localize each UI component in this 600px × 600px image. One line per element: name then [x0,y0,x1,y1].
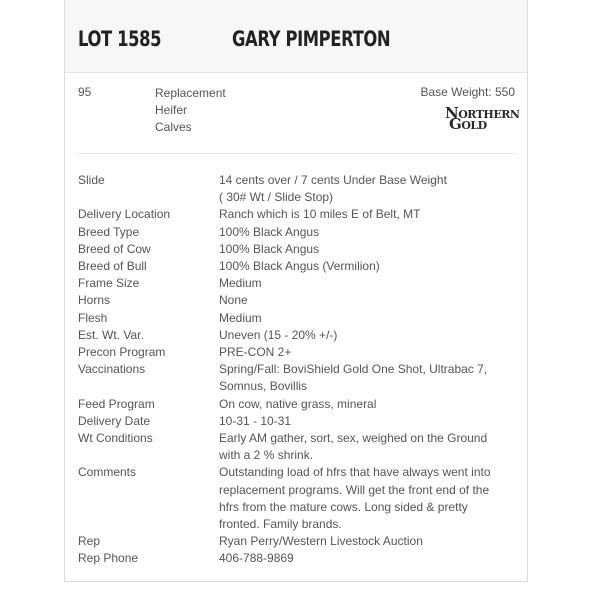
detail-label: Est. Wt. Var. [78,327,144,342]
detail-value-line: Ryan Perry/Western Livestock Auction [219,534,423,549]
detail-value [219,224,509,241]
detail-label: Breed of Bull [78,259,147,274]
detail-label: Rep [78,534,101,549]
detail-value-line: Somnus, Bovillis [219,379,308,394]
seller-name: GARY PIMPERTON [232,27,391,51]
description-line: Calves [155,120,192,134]
detail-label: Flesh [78,310,108,325]
detail-value [219,464,509,533]
detail-value [219,550,509,567]
detail-row [65,550,527,567]
detail-label: Slide [78,173,105,187]
detail-row [65,224,527,241]
detail-row [65,464,527,533]
detail-value [219,413,509,430]
detail-value [219,206,509,223]
northern-gold-logo: NORTHERN GOLD [445,104,520,133]
base-weight: Base Weight: 550 [420,85,515,99]
detail-value [219,310,509,327]
detail-row [65,241,527,258]
detail-value [219,275,509,292]
detail-row [65,327,527,344]
detail-row [65,206,527,223]
detail-label: Breed Type [78,224,140,239]
detail-value-line: 406-788-9869 [219,551,294,566]
detail-label: Delivery Date [78,413,151,428]
detail-label: Vaccinations [78,362,146,377]
detail-value [219,327,509,344]
detail-row [65,396,527,413]
detail-label: Frame Size [78,276,140,291]
detail-value-line: fronted. Family brands. [219,517,342,532]
detail-row [65,172,527,206]
lot-summary [65,85,527,145]
detail-value [219,430,509,464]
detail-label: Comments [78,465,137,480]
lot-details [65,172,527,568]
detail-value-line: replacement programs. Will get the front end of the [219,482,490,497]
detail-value [219,172,509,206]
description-line: Replacement [155,86,226,100]
divider [78,153,516,154]
detail-value [219,292,509,309]
lot-card [64,0,528,582]
detail-row [65,258,527,275]
description-line: Heifer [155,103,188,117]
detail-label: Feed Program [78,396,155,411]
lot-number: LOT 1585 [78,27,162,51]
lot-header [65,0,527,73]
detail-row [65,292,527,309]
cattle-description [155,85,226,136]
detail-value-line: Ranch which is 10 miles E of Belt, MT [219,207,421,222]
detail-row [65,413,527,430]
detail-value-line: PRE-CON 2+ [219,345,292,360]
detail-label: Breed of Cow [78,241,151,256]
detail-value-line: Outstanding load of hfrs that have always went into [219,465,491,480]
detail-value-line: 14 cents over / 7 cents Under Base Weight [219,173,447,187]
detail-label: Precon Program [78,345,166,360]
detail-value-line: Uneven (15 - 20% +/-) [219,327,338,342]
detail-value-line: Spring/Fall: BoviShield Gold One Shot, Ultrabac 7, [219,362,488,377]
detail-value-line: Medium [219,276,262,291]
detail-row [65,533,527,550]
detail-value-line: hfrs from the mature cows. Long sided & pretty [219,499,468,514]
detail-value [219,344,509,361]
detail-value [219,361,509,395]
detail-label: Horns [78,293,111,308]
detail-value [219,533,509,550]
detail-value-line: On cow, native grass, mineral [219,396,377,411]
head-count: 95 [78,85,92,99]
detail-value-line: Early AM gather, sort, sex, weighed on the Ground [219,431,488,446]
detail-value-line: ( 30# Wt / Slide Stop) [219,190,334,205]
detail-value [219,241,509,258]
detail-value-line: 10-31 - 10-31 [219,413,292,428]
detail-value-line: 100% Black Angus [219,241,320,256]
detail-value-line: with a 2 % shrink. [219,448,314,463]
detail-label: Delivery Location [78,207,171,222]
detail-value [219,258,509,275]
detail-value-line: 100% Black Angus (Vermilion) [219,259,380,274]
detail-value-line: Medium [219,310,262,325]
detail-value-line: 100% Black Angus [219,224,320,239]
detail-row [65,275,527,292]
detail-row [65,430,527,464]
detail-value [219,396,509,413]
detail-label: Rep Phone [78,551,139,566]
detail-row [65,344,527,361]
detail-label: Wt Conditions [78,431,153,446]
detail-value-line: None [219,293,248,308]
detail-row [65,310,527,327]
detail-row [65,361,527,395]
